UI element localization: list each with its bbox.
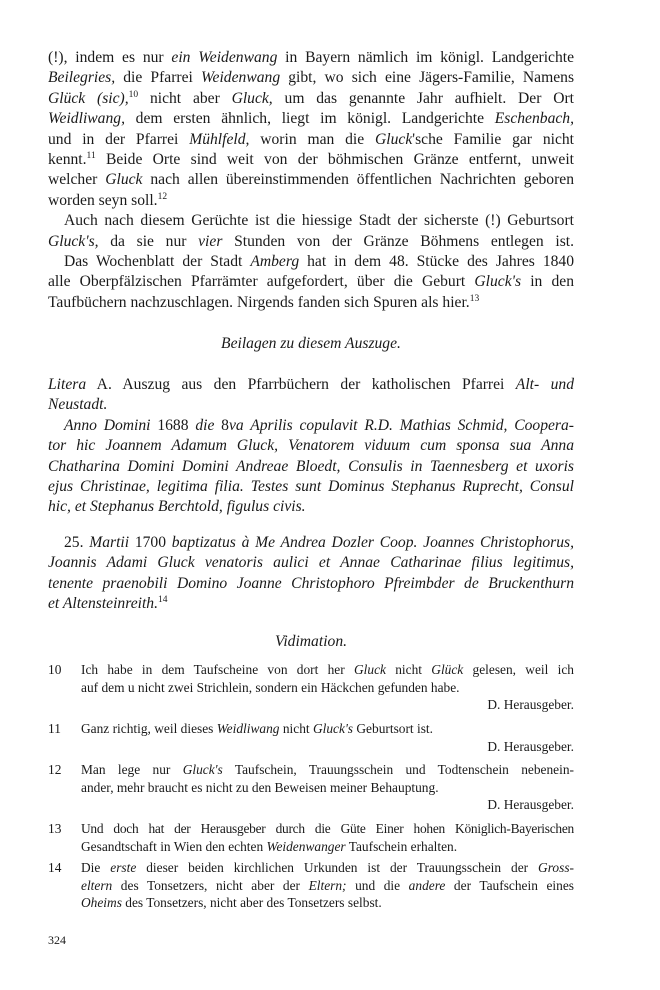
text-run: Eltern; bbox=[308, 877, 347, 893]
text-line bbox=[48, 457, 574, 477]
text-run: nicht aber bbox=[138, 89, 232, 107]
heading-text: Beilagen zu diesem Auszuge. bbox=[221, 335, 401, 352]
text-run: tenente praenobili Domino Joanne Christophoro Pfreimbder de Bruckenthurn bbox=[48, 574, 574, 592]
text-run: hat in dem 48. Stücke des Jahres 1840 bbox=[299, 253, 575, 270]
text-run: in Bayern nämlich im königl. Landgerichte bbox=[277, 49, 574, 66]
footnote-number: 10 bbox=[48, 662, 62, 677]
text-line bbox=[48, 395, 574, 415]
text-run: Oheims bbox=[81, 895, 122, 911]
text-run: Litera bbox=[48, 376, 87, 393]
text-run: Amberg bbox=[250, 253, 300, 270]
text-run: um das genannte Jahr aufhielt. Der Ort bbox=[272, 89, 574, 107]
text-line bbox=[48, 553, 574, 573]
footnote-line bbox=[81, 679, 574, 697]
text-run: tor hic Joannem Adamum Gluck, Venatorem viduum cum sponsa sua Anna bbox=[48, 437, 574, 455]
text-run: Gluck's bbox=[312, 721, 354, 736]
text-run: Glück (sic), bbox=[48, 89, 129, 107]
text-run: D. Herausgeber. bbox=[487, 797, 574, 813]
text-run: (!), indem es nur bbox=[48, 49, 172, 66]
footnote-ref[interactable]: 14 bbox=[158, 595, 168, 605]
text-run: gibt, wo sich eine Jägers-Familie, Namens bbox=[280, 69, 575, 87]
page-number: 324 bbox=[48, 933, 66, 947]
text-run: Beide Orte sind weit von der böhmischen Gränze entfernt, unweit bbox=[95, 151, 574, 168]
footnote-number: 11 bbox=[48, 721, 61, 736]
text-run: Gluck bbox=[105, 171, 143, 189]
text-run: 25. bbox=[64, 534, 90, 551]
text-run: va Aprilis copulavit R.D. Mathias Schmid, Coopera- bbox=[228, 416, 574, 434]
text-line bbox=[48, 436, 574, 456]
footnote-line bbox=[81, 820, 574, 838]
text-run: Weidliwang bbox=[216, 721, 280, 736]
text-run: eltern bbox=[81, 877, 113, 893]
footnote-line bbox=[81, 720, 574, 738]
text-run: Taufbüchern nachzuschlagen. Nirgends fanden sich Spuren als hier. bbox=[48, 293, 470, 311]
text-run: andere bbox=[408, 877, 446, 893]
text-run: erste bbox=[110, 860, 137, 875]
text-run: nicht bbox=[385, 662, 432, 677]
text-run: Stunden von der Gränze Böhmens entlegen ist. bbox=[222, 232, 574, 250]
footnote-11 bbox=[48, 720, 574, 756]
footnote-line bbox=[81, 661, 574, 679]
footnote-number: 14 bbox=[48, 860, 62, 875]
text-run: Die bbox=[81, 860, 111, 875]
text-run: Gluck's, bbox=[48, 232, 99, 250]
text-line bbox=[48, 594, 574, 614]
text-run: Auch nach diesem Gerüchte ist die hiessige Stadt der sicherste (!) Geburtsort bbox=[64, 212, 574, 230]
text-run: dem ersten ähnlich, liegt im königl. Landgerichte bbox=[124, 110, 495, 128]
footnote-line bbox=[81, 859, 574, 877]
text-run: Eschenbach, bbox=[494, 110, 574, 128]
footnote-ref[interactable]: 12 bbox=[157, 191, 168, 202]
text-run: Martii bbox=[89, 534, 130, 551]
text-run: und in der Pfarrei bbox=[48, 130, 190, 148]
text-run: Ich habe in dem Taufscheine von dort her bbox=[81, 662, 354, 677]
section-heading bbox=[48, 632, 574, 652]
text-run: gelesen, weil ich bbox=[463, 662, 574, 677]
text-line bbox=[48, 150, 574, 170]
text-run: worden seyn soll. bbox=[48, 191, 158, 209]
text-run: Das Wochenblatt der Stadt bbox=[64, 253, 251, 270]
heading-text: Vidimation. bbox=[274, 633, 348, 650]
text-run: Gluck's bbox=[474, 273, 522, 291]
text-run: Beilegries, bbox=[48, 69, 116, 87]
text-run: Geburtsort ist. bbox=[353, 721, 433, 736]
text-run: auf dem u nicht zwei Strichlein, sondern ein Häckchen gefunden habe. bbox=[81, 679, 460, 695]
text-run: Und doch hat der Herausgeber durch die Güte Einer hohen Königlich-Bayerischen bbox=[81, 821, 574, 836]
text-run: 8 bbox=[214, 416, 229, 434]
text-line bbox=[48, 109, 574, 129]
text-run: D. Herausgeber. bbox=[487, 697, 574, 713]
text-line bbox=[48, 89, 574, 109]
footnote-number: 12 bbox=[48, 762, 62, 777]
text-line bbox=[48, 477, 574, 497]
text-line bbox=[48, 416, 574, 436]
footnote-ref[interactable]: 13 bbox=[469, 293, 480, 304]
text-run: ein Weidenwang bbox=[171, 49, 278, 66]
footnote-line bbox=[81, 761, 574, 779]
text-run: worin man die bbox=[249, 130, 376, 148]
text-run: da sie nur bbox=[98, 232, 199, 250]
text-line bbox=[48, 272, 574, 292]
footnote-number: 13 bbox=[48, 821, 62, 836]
text-run: nach allen übereinstimmenden öffentlichen Nachrichten geboren bbox=[142, 171, 575, 189]
text-run: Weidliwang, bbox=[48, 110, 125, 128]
footnote-12 bbox=[48, 761, 574, 815]
text-run: baptizatus à Me Andrea Dozler Coop. Joannes Christophorus, bbox=[171, 534, 575, 551]
text-run: ejus Christinae, legitima filia. Testes sunt Dominus Stephanus Ruprecht, Consul bbox=[48, 478, 574, 495]
text-line bbox=[48, 252, 574, 272]
text-run: Ganz richtig, weil dieses bbox=[81, 721, 217, 736]
text-run: Alt- und bbox=[515, 376, 574, 393]
text-run: Neustadt. bbox=[48, 396, 108, 414]
text-run: kennt. bbox=[48, 151, 87, 168]
text-run: Gluck bbox=[375, 130, 413, 148]
text-line bbox=[48, 48, 574, 68]
text-run: Taufschein, Trauungsschein und Todtenschein nebenein- bbox=[222, 762, 574, 777]
text-run: die Pfarrei bbox=[115, 69, 201, 87]
text-run: Chatharina Domini Domini Andreae Bloedt, Consulis in Taennesberg et uxoris bbox=[48, 457, 574, 475]
text-run: dieser beiden kirchlichen Urkunden ist der Trauungsschein der bbox=[136, 860, 539, 875]
text-line bbox=[48, 211, 574, 231]
text-run: Weidenwang bbox=[201, 69, 281, 87]
text-run: Taufschein erhalten. bbox=[345, 838, 458, 854]
text-run: die bbox=[195, 416, 215, 434]
text-line bbox=[48, 68, 574, 88]
text-run: et Altensteinreith. bbox=[48, 595, 159, 613]
text-line bbox=[48, 375, 574, 395]
footnote-signature bbox=[487, 696, 574, 714]
footnote-13 bbox=[48, 820, 574, 856]
text-run: Joannis Adami Gluck venatoris aulici et Annae Catharinae filius legitimus, bbox=[48, 554, 574, 572]
text-line bbox=[48, 293, 574, 313]
text-run: Mühlfeld, bbox=[189, 130, 250, 148]
text-run: welcher bbox=[48, 171, 106, 189]
text-line bbox=[48, 232, 574, 252]
text-line bbox=[48, 191, 574, 211]
footnote-line bbox=[81, 877, 574, 895]
footnote-line bbox=[81, 779, 574, 797]
text-run: Glück bbox=[431, 662, 464, 677]
text-run: vier bbox=[198, 232, 223, 250]
section-heading bbox=[48, 334, 574, 354]
text-line bbox=[48, 497, 574, 517]
text-run: des Tonsetzers, nicht aber des Tonsetzers selbst. bbox=[121, 895, 382, 911]
text-line bbox=[48, 170, 574, 190]
text-run: hic, et Stephanus Berchtold, figulus civis. bbox=[48, 498, 306, 516]
text-line bbox=[48, 574, 574, 594]
text-run: Gesandtschaft in Wien den echten bbox=[81, 838, 267, 854]
footnote-ref[interactable]: 10 bbox=[128, 89, 139, 100]
text-run: Gluck, bbox=[231, 89, 273, 107]
footnote-ref[interactable]: 11 bbox=[86, 150, 96, 161]
footnote-signature bbox=[487, 738, 574, 756]
text-run: der Taufschein eines bbox=[445, 877, 574, 893]
text-run: in den bbox=[521, 273, 574, 291]
footnote-signature bbox=[487, 796, 574, 814]
text-run: A. Auszug aus den Pfarrbüchern der katholischen Pfarrei bbox=[86, 376, 516, 393]
text-run: 1688 bbox=[150, 416, 196, 434]
footnote-10 bbox=[48, 661, 574, 715]
text-run: Gluck bbox=[353, 662, 386, 677]
text-line bbox=[48, 533, 574, 553]
text-run: alle Oberpfälzischen Pfarrämter aufgefordert, über die Geburt bbox=[48, 273, 475, 291]
text-run: 1700 bbox=[129, 534, 172, 551]
footnote-14 bbox=[48, 859, 574, 913]
text-line bbox=[48, 130, 574, 150]
text-run: des Tonsetzers, nicht aber der bbox=[112, 877, 309, 893]
text-run: Weidenwanger bbox=[266, 838, 346, 854]
text-run: nicht bbox=[279, 721, 313, 736]
text-run: ander, mehr braucht es nicht zu den Beweisen meiner Behauptung. bbox=[81, 779, 439, 795]
text-run: 'sche Familie gar nicht bbox=[412, 130, 575, 148]
text-run: Man lege nur bbox=[81, 762, 183, 777]
text-run: D. Herausgeber. bbox=[487, 738, 574, 754]
text-run: Gross- bbox=[538, 860, 574, 875]
text-run: und die bbox=[346, 877, 409, 893]
footnote-line bbox=[81, 838, 574, 856]
text-run: Anno Domini bbox=[64, 416, 151, 434]
text-run: Gluck's bbox=[182, 762, 223, 777]
footnote-line bbox=[81, 894, 574, 912]
